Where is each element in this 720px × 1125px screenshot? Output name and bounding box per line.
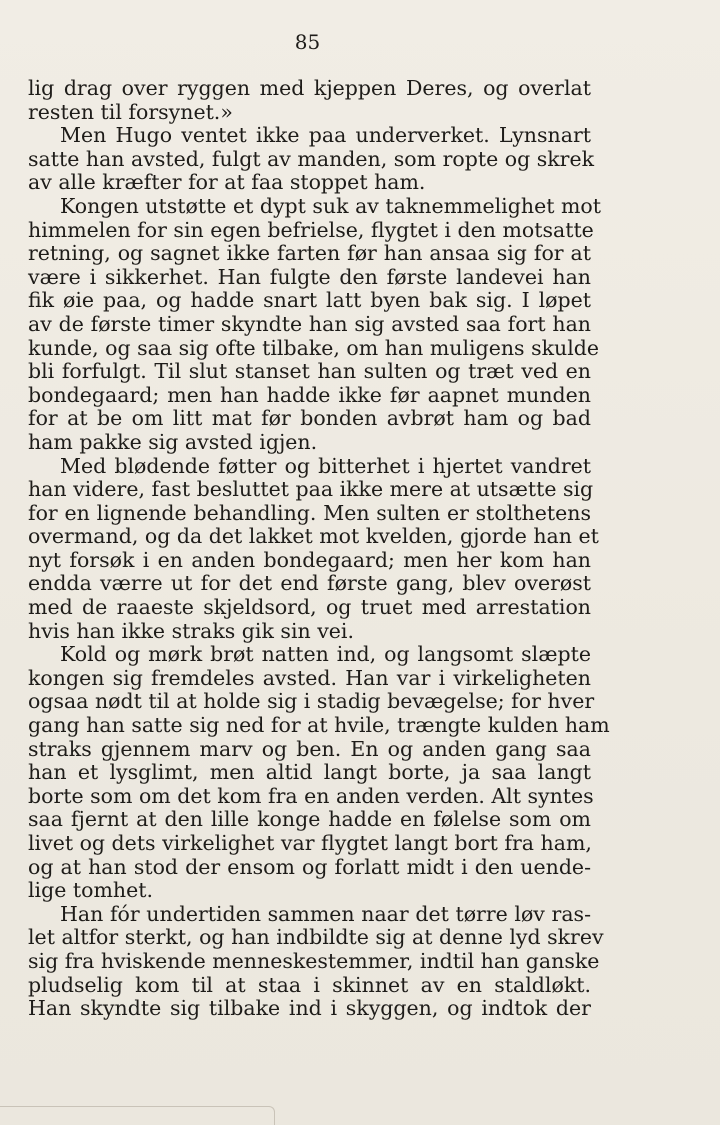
text-line: Han fór undertiden sammen naar det tørre løv ras-: [60, 901, 591, 926]
text-line: for at be om litt mat før bonden avbrøt ham og bad: [28, 406, 591, 431]
text-line: Med blødende føtter og bitterhet i hjertet vandret: [60, 453, 591, 478]
text-line: han videre, fast besluttet paa ikke mere at utsætte sig: [28, 477, 594, 502]
text-line: av de første timer skyndte han sig avsted saa fort han: [28, 311, 591, 336]
text-line: livet og dets virkelighet var flygtet langt bort fra ham,: [28, 831, 592, 855]
text-line: let altfor sterkt, og han indbildte sig at denne lyd skrev: [28, 925, 604, 950]
text-line: Kold og mørk brøt natten ind, og langsomt slæpte: [60, 642, 591, 667]
text-line: endda værre ut for det end første gang, blev overøst: [28, 571, 591, 596]
text-line: borte som om det kom fra en anden verden. Alt syntes: [28, 783, 594, 808]
text-line: av alle kræfter for at faa stoppet ham.: [28, 170, 426, 195]
text-line: han et lysglimt, men altid langt borte, ja saa langt: [28, 760, 591, 785]
text-line: saa fjernt at den lille konge hadde en følelse som om: [28, 807, 591, 832]
text-line: overmand, og da det lakket mot kvelden, gjorde han et: [28, 524, 599, 549]
text-line: Men Hugo ventet ikke paa underverket. Lynsnart: [60, 123, 591, 148]
text-line: bondegaard; men han hadde ikke før aapnet munden: [28, 382, 591, 407]
text-line: sig fra hviskende menneskestemmer, indtil han ganske: [28, 948, 600, 973]
text-line: lige tomhet.: [28, 878, 153, 903]
text-line: for en lignende behandling. Men sulten er stolthetens: [28, 500, 591, 525]
text-line: ogsaa nødt til at holde sig i stadig bevægelse; for hver: [28, 689, 595, 714]
text-line: retning, og sagnet ikke farten før han ansaa sig for at: [28, 241, 591, 266]
text-line: gang han satte sig ned for at hvile, trængte kulden ham: [28, 713, 610, 738]
page-number: 85: [294, 30, 321, 54]
text-line: hvis han ikke straks gik sin vei.: [28, 618, 355, 643]
text-line: Han skyndte sig tilbake ind i skyggen, og indtok der: [28, 996, 591, 1021]
text-line: kongen sig fremdeles avsted. Han var i virkeligheten: [28, 665, 591, 690]
text-line: med de raaeste skjeldsord, og truet med arrestation: [28, 595, 591, 620]
text-line: resten til forsynet.»: [28, 99, 233, 124]
text-line: fik øie paa, og hadde snart latt byen bak sig. I løpet: [28, 288, 591, 313]
scan-edge-corner: [268, 1106, 275, 1125]
scan-edge-line: [0, 1106, 268, 1107]
text-line: himmelen for sin egen befrielse, flygtet i den motsatte: [28, 217, 594, 242]
text-line: ham pakke sig avsted igjen.: [28, 429, 318, 454]
text-line: nyt forsøk i en anden bondegaard; men her kom han: [28, 547, 591, 572]
text-line: straks gjennem marv og ben. En og anden gang saa: [28, 736, 591, 761]
text-line: lig drag over ryggen med kjeppen Deres, og overlat: [28, 76, 591, 100]
text-line: pludselig kom til at staa i skinnet av en staldløkt.: [28, 972, 591, 997]
body-text: [28, 76, 610, 1021]
text-line: Kongen utstøtte et dypt suk av taknemmelighet mot: [60, 193, 601, 218]
text-line: satte han avsted, fulgt av manden, som ropte og skrek: [28, 146, 595, 171]
text-line: kunde, og saa sig ofte tilbake, om han muligens skulde: [28, 335, 600, 360]
text-line: og at han stod der ensom og forlatt midt i den uende-: [28, 854, 591, 879]
text-line: bli forfulgt. Til slut stanset han sulten og træt ved en: [28, 359, 591, 384]
text-line: være i sikkerhet. Han fulgte den første landevei han: [28, 264, 591, 289]
